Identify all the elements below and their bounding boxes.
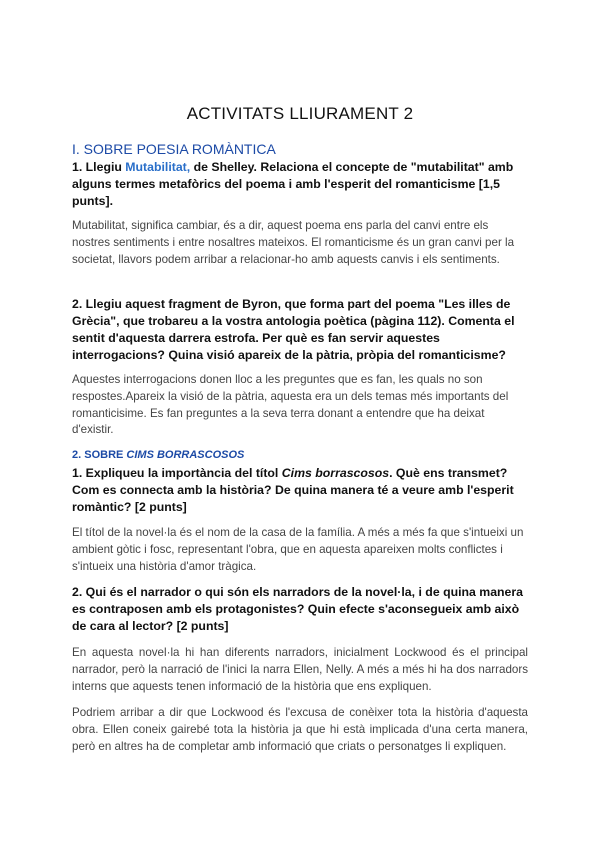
section2-question-1 — [72, 465, 528, 516]
section2-heading-prefix: 2. SOBRE — [72, 449, 127, 461]
section2-heading-title: CIMS BORRASCOSOS — [126, 449, 245, 461]
s2q1-italic-title: Cims borrascosos — [281, 466, 390, 480]
document-title: ACTIVITATS LLIURAMENT 2 — [186, 104, 414, 123]
section1-answer-2: Aquestes interrogacions donen lloc a les preguntes que es fan, les quals no son respostes.Apareix la visió de la pàtria, aquesta era un dels temas més importants del romanticisime. Es fan preguntes a la seva terra donant a entendre que ha deixat d'existir. — [72, 373, 509, 437]
mutabilitat-link[interactable]: Mutabilitat, — [125, 160, 191, 174]
section1-answer-1: Mutabilitat, significa cambiar, és a dir, aquest poema ens parla del canvi entre els nostres sentiments i entre nosaltres mateixos. El romanticisme és un gran canvi per la societat, llavors podem arribar a relacionar-ho amb aquests canvis i els sentiments. — [72, 219, 515, 266]
section2-answer-2: En aquesta novel·la hi han diferents narradors, inicialment Lockwood és el principal narrador, però la narració de l'inici la narra Ellen, Nelly. A més a més hi ha dos narradors interns que aquests tenen informació de la història que ens expliquen. — [72, 646, 528, 693]
section2-answer-1: El títol de la novel·la és el nom de la casa de la família. A més a més fa que s'intueixi un ambient gòtic i fosc, representant l'obra, que en aquesta apareixen molts conflictes i s'intueix una història d'amor tràgica. — [72, 526, 524, 573]
section2-question-2: 2. Qui és el narrador o qui són els narradors de la novel·la, i de quina manera es contraposen amb els protagonistes? Quin efecte s'aconsegueix amb això de cara al lector? [2 punts] — [72, 585, 524, 633]
section2-heading — [72, 449, 244, 461]
q1-prefix: 1. Llegiu — [72, 160, 126, 174]
section1-question-2: 2. Llegiu aquest fragment de Byron, que forma part del poema "Les illes de Grècia", que trobareu a la vostra antologia poètica (pàgina 112). Comenta el sentit d'aquesta darrera estrofa. Per què es fan servir aquestes interrogacions? Quina visió apareix de la pàtria, pròpia del romanticisme? — [72, 297, 515, 362]
s2q1-rest: . Què ens transmet? Com es connecta amb la història? De quina manera té a veure amb l'esperit romàntic? [2 punts] — [72, 466, 514, 514]
q1-rest: de Shelley. Relaciona el concepte de "mutabilitat" amb alguns termes metafòrics del poema i amb l'esperit del romanticisme [1,5 punts]. — [72, 160, 514, 208]
s2q1-prefix: 1. Expliqueu la importància del títol — [72, 466, 282, 480]
section1-question-1 — [72, 159, 528, 210]
section2-answer-3: Podriem arribar a dir que Lockwood és l'excusa de conèixer tota la història d'aquesta obra. Ellen coneix gairebé tota la història ja que hi està implicada d'una certa manera, però en altres ha de completar amb informació que criats o personatges li expliquen. — [72, 706, 528, 753]
section1-heading: I. SOBRE POESIA ROMÀNTICA — [72, 141, 276, 157]
